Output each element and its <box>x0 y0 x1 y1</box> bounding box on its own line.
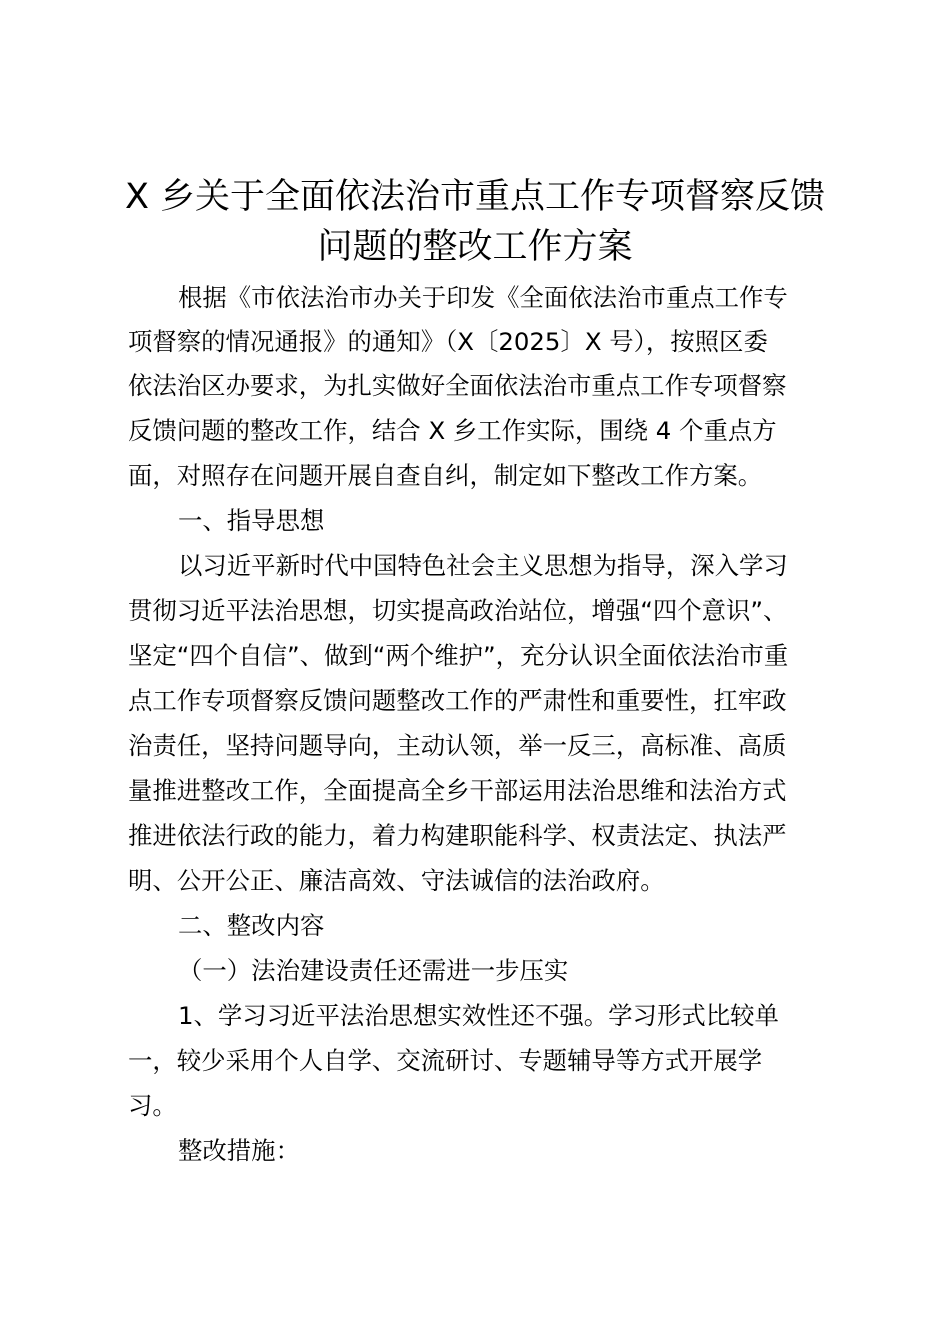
document-title-line-1: X 乡关于全面依法治市重点工作专项督察反馈 <box>124 177 826 217</box>
section-heading-rectification-content: 二、整改内容 <box>178 911 325 940</box>
subsection-heading-1: （一）法治建设责任还需进一步压实 <box>178 956 569 985</box>
paragraph-guiding-line-7: 推进依法行政的能力，着力构建职能科学、权责法定、执法严 <box>128 821 787 850</box>
paragraph-guiding-line-6: 量推进整改工作，全面提高全乡干部运用法治思维和法治方式 <box>128 776 787 805</box>
paragraph-intro-line-2: 项督察的情况通报》的通知》（X〔2025〕X 号），按照区委 <box>128 327 768 356</box>
paragraph-guiding-line-8: 明、公开公正、廉洁高效、守法诚信的法治政府。 <box>128 866 665 895</box>
paragraph-intro-line-5: 面，对照存在问题开展自查自纠，制定如下整改工作方案。 <box>128 461 763 490</box>
paragraph-guiding-line-2: 贯彻习近平法治思想，切实提高政治站位，增强“四个意识”、 <box>128 596 788 625</box>
paragraph-intro-line-4: 反馈问题的整改工作，结合 X 乡工作实际，围绕 4 个重点方 <box>128 416 777 445</box>
paragraph-guiding-line-1: 以习近平新时代中国特色社会主义思想为指导，深入学习 <box>178 551 788 580</box>
section-heading-guiding-thought: 一、指导思想 <box>178 506 325 535</box>
paragraph-intro-line-1: 根据《市依法治市办关于印发《全面依法治市重点工作专 <box>178 283 788 312</box>
item-1-line-2: 一，较少采用个人自学、交流研讨、专题辅导等方式开展学 <box>128 1046 763 1075</box>
document-title-line-2: 问题的整改工作方案 <box>317 227 633 267</box>
paragraph-intro-line-3: 依法治区办要求，为扎实做好全面依法治市重点工作专项督察 <box>128 371 787 400</box>
item-1-line-1: 1、学习习近平法治思想实效性还不强。学习形式比较单 <box>178 1001 779 1030</box>
paragraph-guiding-line-3: 坚定“四个自信”、做到“两个维护”，充分认识全面依法治市重 <box>128 641 789 670</box>
paragraph-guiding-line-4: 点工作专项督察反馈问题整改工作的严肃性和重要性，扛牢政 <box>128 686 787 715</box>
item-1-line-3: 习。 <box>128 1091 177 1120</box>
paragraph-guiding-line-5: 治责任，坚持问题导向，主动认领，举一反三，高标准、高质 <box>128 731 787 760</box>
rectification-measures-label: 整改措施： <box>178 1136 300 1165</box>
